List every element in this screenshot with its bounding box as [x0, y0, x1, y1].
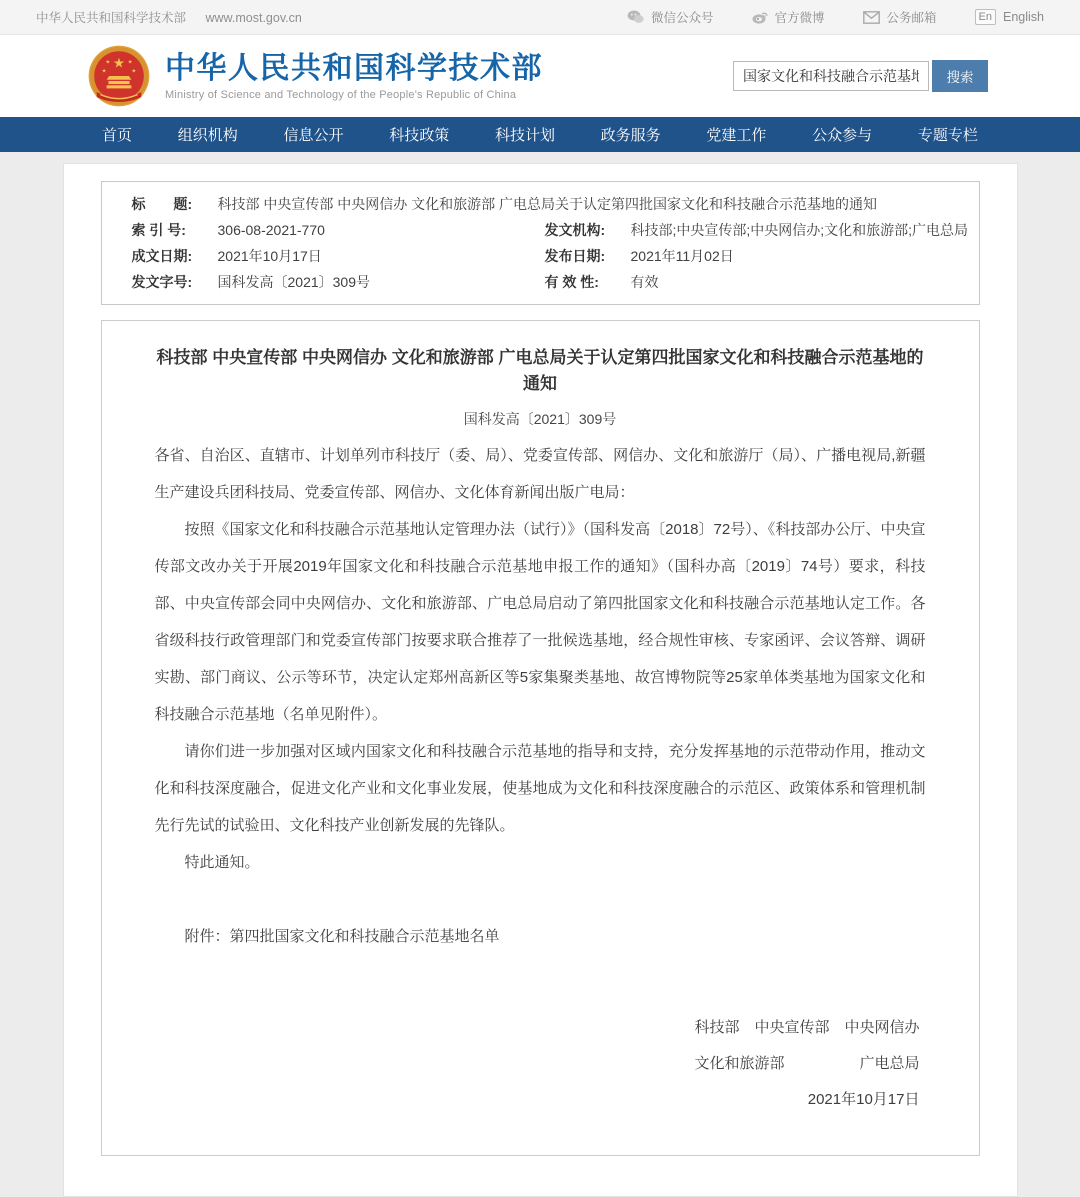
topbar-links	[589, 8, 1044, 26]
nav-item-st-programs[interactable]: 科技计划	[494, 127, 555, 144]
nav-item-party-building[interactable]: 党建工作	[706, 127, 767, 144]
document-body	[101, 320, 980, 1156]
signature-block	[155, 1017, 926, 1111]
nav-item-st-policy[interactable]: 科技政策	[389, 127, 450, 144]
site-brand[interactable]	[88, 45, 543, 107]
search-button[interactable]: 搜索	[932, 60, 988, 92]
meta-label-doc-number: 发文字号:	[131, 274, 193, 290]
wechat-label: 微信公众号	[650, 11, 714, 25]
site-title-cn: 中华人民共和国科学技术部	[165, 51, 543, 85]
meta-value-issuing-agency: 科技部;中央宣传部;中央网信办;文化和旅游部;广电总局	[630, 222, 969, 238]
search-bar	[733, 60, 988, 92]
site-header	[0, 35, 1080, 117]
meta-label-title: 标 题:	[131, 196, 193, 212]
meta-value-written-date: 2021年10月17日	[217, 248, 322, 264]
meta-label-issuing-agency: 发文机构:	[544, 222, 606, 238]
meta-label-written-date: 成文日期:	[131, 248, 193, 264]
weibo-icon	[752, 10, 768, 24]
svg-text:★: ★	[105, 59, 111, 66]
mail-label: 公务邮箱	[886, 11, 937, 25]
weibo-label: 官方微博	[774, 11, 825, 25]
wechat-link[interactable]	[627, 8, 714, 26]
english-link[interactable]	[975, 9, 1044, 25]
signature-line: 文化和旅游部 广电总局	[694, 1055, 920, 1072]
meta-value-doc-number: 国科发高〔2021〕309号	[217, 274, 371, 290]
main-nav	[0, 117, 1080, 152]
nav-item-home[interactable]: 首页	[102, 127, 133, 144]
svg-text:★: ★	[127, 59, 133, 66]
meta-label-publish-date: 发布日期:	[544, 248, 606, 264]
meta-value-validity: 有效	[630, 274, 659, 290]
nav-item-special-topics[interactable]: 专题专栏	[917, 127, 978, 144]
document-paragraph: 请你们进一步加强对区域内国家文化和科技融合示范基地的指导和支持，充分发挥基地的示范带动作用，推动文化和科技深度融合，促进文化产业和文化事业发展，使基地成为文化和科技深度融合的示范区、政策体系和管理机制先行先试的试验田、文化科技产业创新发展的先锋队。	[154, 743, 926, 834]
topbar	[0, 0, 1080, 35]
nav-item-gov-services[interactable]: 政务服务	[600, 127, 661, 144]
wechat-icon	[627, 10, 644, 24]
document-metadata	[101, 181, 980, 305]
page-content	[0, 152, 1080, 1197]
mail-link[interactable]	[863, 8, 937, 26]
signature-line: 科技部 中央宣传部 中央网信办	[694, 1019, 920, 1036]
svg-text:★: ★	[112, 55, 126, 71]
svg-text:★: ★	[101, 68, 107, 75]
document-title: 科技部 中央宣传部 中央网信办 文化和旅游部 广电总局关于认定第四批国家文化和科技融合示范基地的通知	[156, 348, 924, 393]
national-emblem-logo	[88, 45, 150, 107]
document-paragraph-salutation: 各省、自治区、直辖市、计划单列市科技厅（委、局）、党委宣传部、网信办、文化和旅游厅（局）、广播电视局,新疆生产建设兵团科技局、党委宣传部、网信办、文化体育新闻出版广电局：	[154, 447, 926, 501]
meta-row-title	[132, 191, 979, 217]
meta-row-docnumber	[132, 269, 979, 295]
signature-date: 2021年10月17日	[807, 1091, 920, 1108]
svg-text:★: ★	[131, 68, 137, 75]
document-paragraph: 按照《国家文化和科技融合示范基地认定管理办法（试行）》（国科发高〔2018〕72号）、《科技部办公厅、中央宣传部文改办关于开展2019年国家文化和科技融合示范基地申报工作的通知》（国科办高〔2019〕74号）要求，科技部、中央宣传部会同中央网信办、文化和旅游部、广电总局启动了第四批国家文化和科技融合示范基地认定工作。各省级科技行政管理部门和党委宣传部门按要求联合推荐了一批候选基地，经合规性审核、专家函评、会议答辩、调研实勘、部门商议、公示等环节，决定认定郑州高新区等5家集聚类基地、故宫博物院等25家单体类基地为国家文化和科技融合示范基地（名单见附件）。	[154, 521, 926, 723]
meta-value-publish-date: 2021年11月02日	[630, 248, 734, 264]
meta-label-validity: 有 效 性:	[544, 274, 599, 290]
meta-value-title: 科技部 中央宣传部 中央网信办 文化和旅游部 广电总局关于认定第四批国家文化和科技融合示范基地的通知	[217, 196, 878, 212]
mail-icon	[863, 11, 880, 24]
english-label: English	[1003, 10, 1044, 24]
content-panel	[63, 163, 1018, 1197]
document-paragraph-closing: 特此通知。	[184, 854, 260, 871]
document-number: 国科发高〔2021〕309号	[463, 411, 617, 427]
weibo-link[interactable]	[752, 8, 825, 26]
nav-item-public-participation[interactable]: 公众参与	[812, 127, 873, 144]
nav-item-organization[interactable]: 组织机构	[177, 127, 238, 144]
en-badge-icon: En	[975, 9, 996, 25]
meta-label-index-number: 索 引 号:	[131, 222, 186, 238]
site-title-en: Ministry of Science and Technology of the People's Republic of China	[165, 88, 517, 101]
site-name: 中华人民共和国科学技术部	[36, 11, 187, 25]
meta-row-index	[132, 217, 979, 243]
site-url[interactable]: www.most.gov.cn	[205, 11, 302, 25]
nav-item-info-disclosure[interactable]: 信息公开	[283, 127, 344, 144]
topbar-site-info	[36, 8, 318, 26]
brand-text	[165, 52, 543, 101]
search-input[interactable]	[733, 61, 929, 91]
meta-row-dates	[132, 243, 979, 269]
document-attachment: 附件：第四批国家文化和科技融合示范基地名单	[184, 928, 500, 945]
meta-value-index-number: 306-08-2021-770	[217, 222, 325, 238]
